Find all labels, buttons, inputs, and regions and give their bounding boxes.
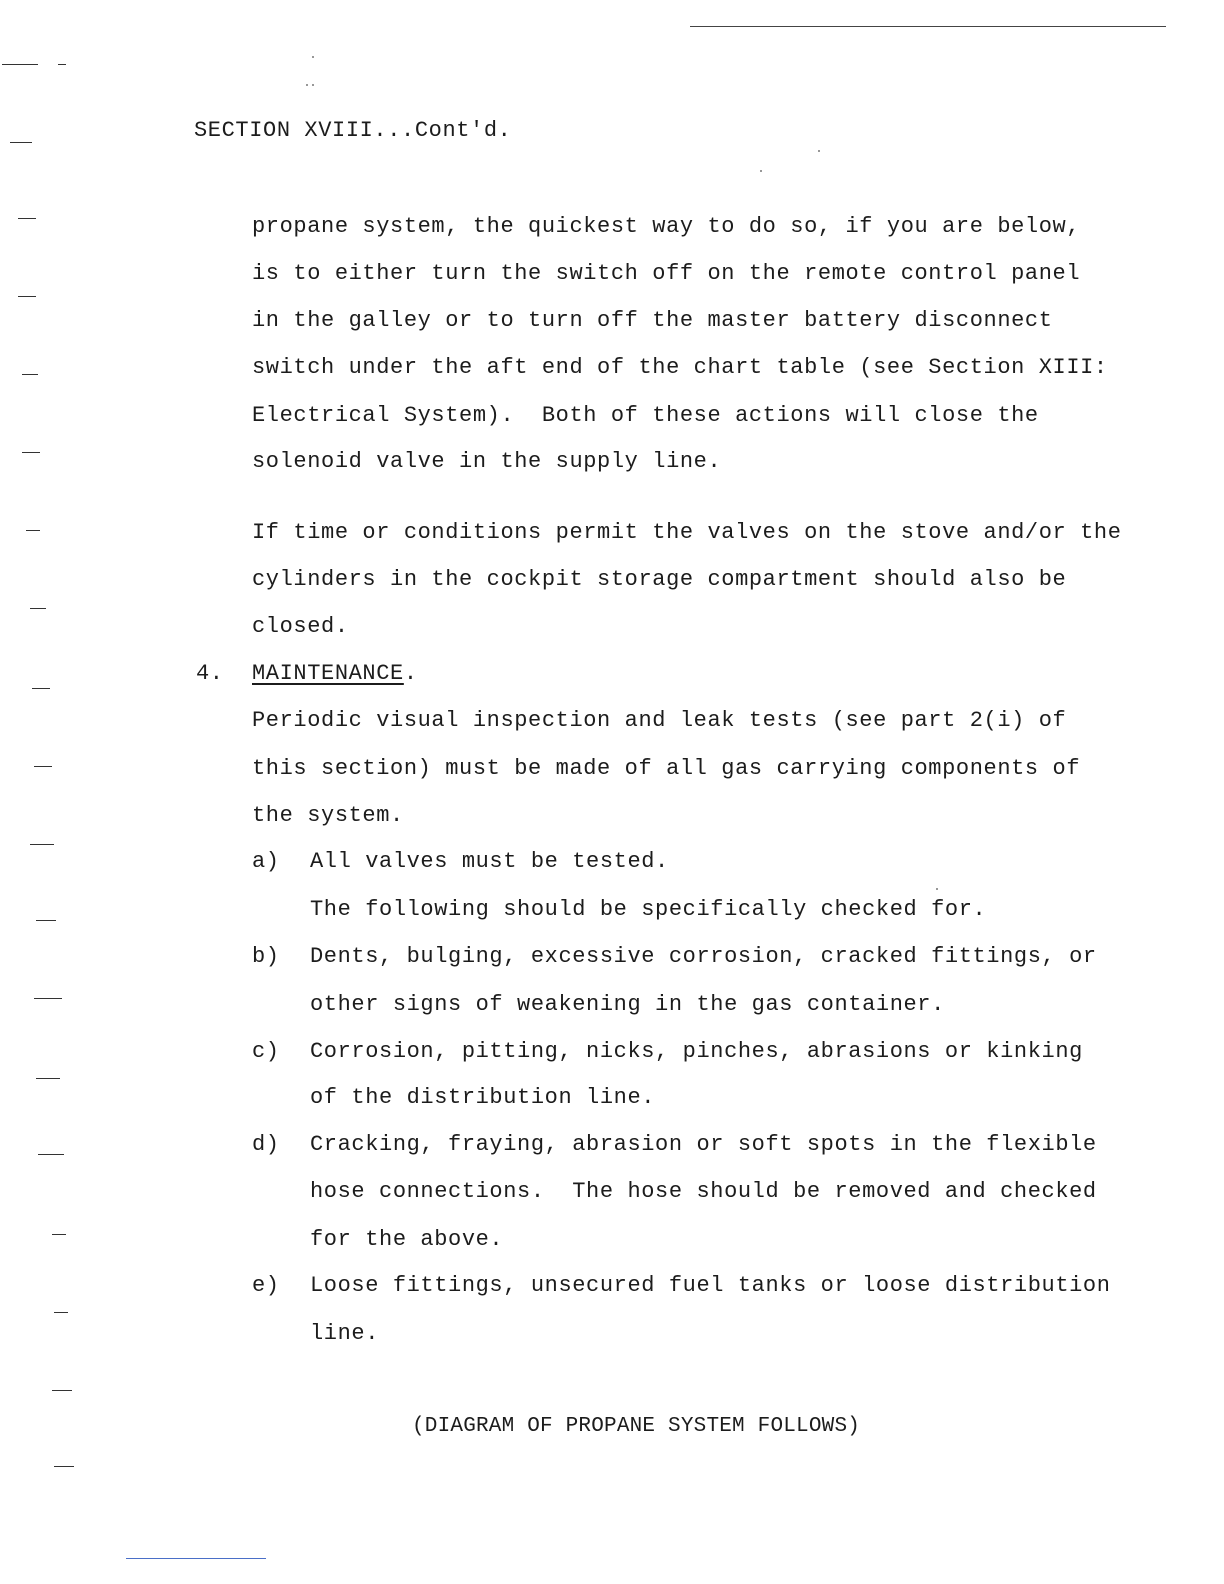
list-item-line: other signs of weakening in the gas container. bbox=[310, 992, 945, 1017]
section-header: SECTION XVIII...Cont'd. bbox=[194, 118, 512, 143]
list-item-line: Loose fittings, unsecured fuel tanks or loose distribution bbox=[310, 1273, 1111, 1298]
margin-mark bbox=[30, 608, 46, 609]
intro-line: the system. bbox=[252, 803, 404, 828]
margin-mark bbox=[22, 374, 38, 375]
list-item-line: for the above. bbox=[310, 1227, 504, 1252]
margin-mark bbox=[34, 998, 62, 999]
top-rule bbox=[690, 26, 1166, 27]
margin-mark bbox=[32, 688, 50, 689]
list-item-line: of the distribution line. bbox=[310, 1085, 656, 1110]
list-item-label: a) bbox=[252, 849, 280, 874]
margin-mark bbox=[52, 1390, 72, 1391]
scan-speck bbox=[760, 170, 762, 172]
para1-line: in the galley or to turn off the master battery disconnect bbox=[252, 308, 1053, 333]
margin-mark bbox=[34, 766, 52, 767]
section-number: 4. bbox=[196, 661, 224, 686]
para1-line: propane system, the quickest way to do so, if you are below, bbox=[252, 214, 1081, 239]
bottom-rule bbox=[126, 1558, 266, 1559]
margin-mark bbox=[30, 844, 54, 845]
section-heading bbox=[252, 661, 418, 687]
list-item-line: hose connections. The hose should be removed and checked bbox=[310, 1179, 1097, 1204]
margin-mark bbox=[36, 1078, 60, 1079]
list-item-label: e) bbox=[252, 1273, 280, 1298]
margin-mark bbox=[54, 1466, 74, 1467]
margin-mark bbox=[22, 452, 40, 453]
list-item-label: d) bbox=[252, 1132, 280, 1157]
list-item-line: All valves must be tested. bbox=[310, 849, 669, 874]
intro-line: Periodic visual inspection and leak tests (see part 2(i) of bbox=[252, 708, 1067, 733]
margin-mark bbox=[52, 1234, 66, 1235]
margin-mark bbox=[58, 64, 66, 65]
margin-mark bbox=[18, 218, 36, 219]
scan-speck bbox=[312, 84, 314, 86]
scan-speck bbox=[818, 150, 820, 152]
margin-mark bbox=[54, 1312, 68, 1313]
para2-line: cylinders in the cockpit storage compartment should also be bbox=[252, 567, 1067, 592]
list-item-line: Corrosion, pitting, nicks, pinches, abrasions or kinking bbox=[310, 1039, 1083, 1064]
list-item-label: c) bbox=[252, 1039, 280, 1064]
margin-mark bbox=[18, 296, 36, 297]
para1-line: Electrical System). Both of these actions will close the bbox=[252, 403, 1039, 428]
margin-mark bbox=[26, 530, 40, 531]
list-item-line: The following should be specifically checked for. bbox=[310, 897, 987, 922]
scan-speck bbox=[312, 56, 314, 58]
para1-line: is to either turn the switch off on the remote control panel bbox=[252, 261, 1081, 286]
margin-mark bbox=[10, 142, 32, 143]
scan-speck bbox=[306, 84, 308, 86]
margin-mark bbox=[36, 920, 56, 921]
list-item-line: line. bbox=[310, 1321, 380, 1346]
diagram-follows-note: (DIAGRAM OF PROPANE SYSTEM FOLLOWS) bbox=[412, 1415, 861, 1438]
para1-line: switch under the aft end of the chart table (see Section XIII: bbox=[252, 355, 1108, 380]
section-heading-text: MAINTENANCE bbox=[252, 661, 404, 686]
intro-line: this section) must be made of all gas carrying components of bbox=[252, 756, 1081, 781]
para1-line: solenoid valve in the supply line. bbox=[252, 449, 722, 474]
para2-line: closed. bbox=[252, 614, 349, 639]
section-heading-period: . bbox=[403, 661, 418, 686]
list-item-line: Dents, bulging, excessive corrosion, cracked fittings, or bbox=[310, 944, 1097, 969]
para2-line: If time or conditions permit the valves on the stove and/or the bbox=[252, 520, 1122, 545]
margin-mark bbox=[2, 64, 38, 65]
list-item-line: Cracking, fraying, abrasion or soft spots in the flexible bbox=[310, 1132, 1097, 1157]
margin-mark bbox=[38, 1154, 64, 1155]
list-item-label: b) bbox=[252, 944, 280, 969]
scan-speck bbox=[936, 888, 938, 890]
